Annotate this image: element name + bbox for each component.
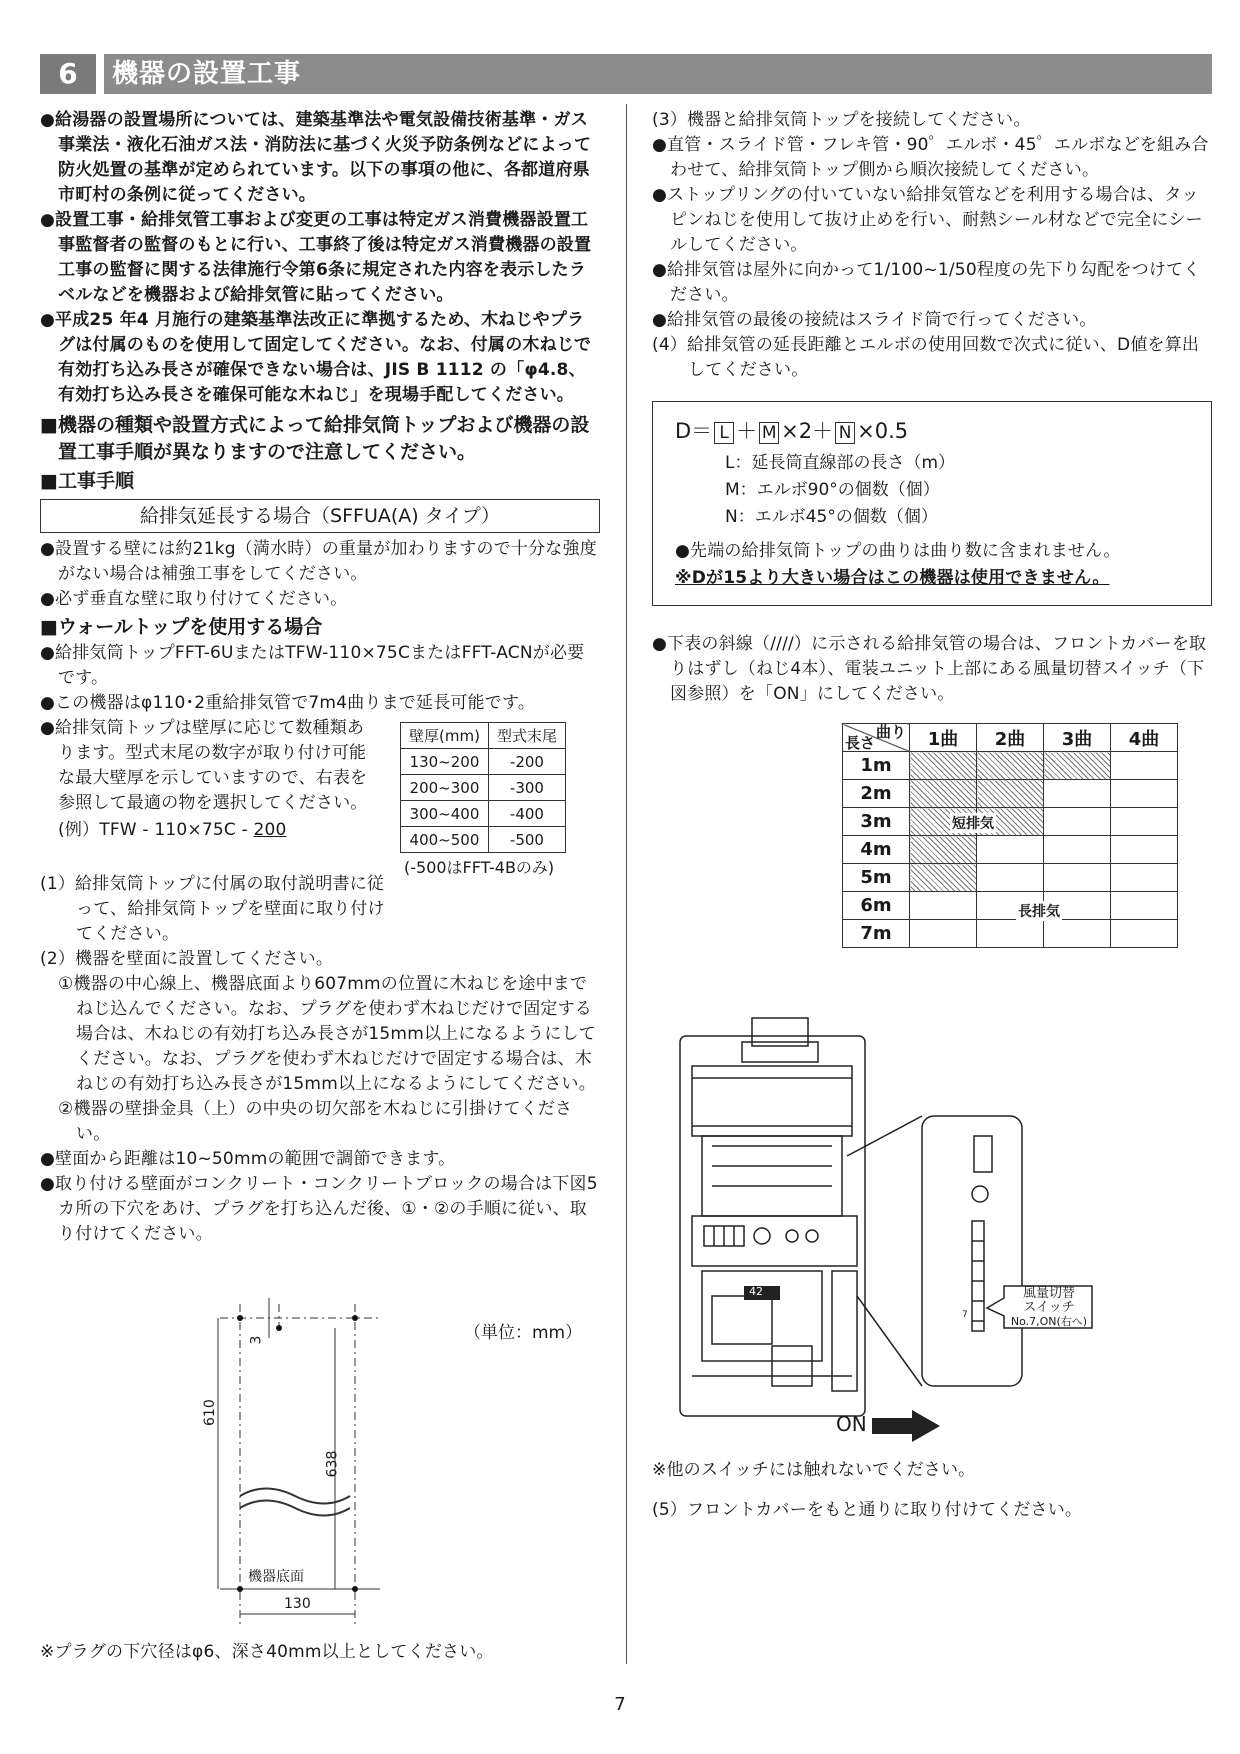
grid-cell-hatched <box>1044 752 1111 780</box>
wt-cell: 200~300 <box>401 775 489 801</box>
grid-cell <box>910 892 977 920</box>
grid-row-label: 6m <box>843 892 910 920</box>
step-3: (3）機器と給排気筒トップを接続してください。 <box>652 110 1031 130</box>
formula-note-2: ※Dが15より大きい場合はこの機器は使用できません。 <box>675 568 1110 588</box>
formula-d: D＝ <box>675 419 713 443</box>
formula-line <box>675 416 1193 446</box>
para-last-connection: ●給排気管の最後の接続はスライド筒で行ってください。 <box>652 310 1097 330</box>
step-5: (5）フロントカバーをもと通りに取り付けてください。 <box>652 1500 1083 1520</box>
wall-thickness-table-wrap <box>400 722 566 878</box>
grid-cell <box>977 920 1044 948</box>
wt-cell: -300 <box>488 775 565 801</box>
grid-col-3: 3曲 <box>1044 724 1111 752</box>
example-suffix: 200 <box>253 820 287 840</box>
para-caution-type: ■機器の種類や設置方式によって給排気筒トップおよび機器の設置工事手順が異なりますので注意してください。 <box>40 414 590 463</box>
formula-definitions <box>675 450 1193 531</box>
wall-table-note: (-500はFFT-4Bのみ) <box>404 858 555 877</box>
step-2a: ①機器の中心線上、機器底面より607mmの位置に木ねじを途中までねじ込んでください。なお、プラグを使わず木ねじだけで固定する場合は、木ねじの有効打ち込み長さが15mm以上になるようにしてください。なお、プラグを使わず木ねじだけで固定する場合は、木ねじの有効打ち込み長さが15mm以上になるようにしてください。 <box>58 974 596 1094</box>
grid-cell <box>1044 808 1111 836</box>
def-l: L：延長筒直線部の長さ（m） <box>725 453 956 473</box>
grid-cell <box>1111 892 1178 920</box>
grid-cell <box>1111 752 1178 780</box>
box-title-sffua: 給排気延長する場合（SFFUA(A) タイプ） <box>40 499 600 533</box>
grid-cell <box>1044 920 1111 948</box>
para-extension: ●この機器はφ110･2重給排気管で7m4曲りまで延長可能です。 <box>40 693 536 713</box>
para-connect-pipes: ●直管・スライド管・フレキ管・90゜エルボ・45゜エルボなどを組み合わせて、給排気筒トップ側から順次接続してください。 <box>652 135 1209 180</box>
label-device-bottom: 機器底面 <box>248 1569 304 1585</box>
water-heater-drawing <box>672 1016 1112 1456</box>
label-long-exhaust: 長排気 <box>1016 901 1062 921</box>
heading-work-procedure: ■工事手順 <box>40 470 134 492</box>
step-2b: ②機器の壁掛金具（上）の中央の切欠部を木ねじに引掛けてください。 <box>58 1099 573 1144</box>
step-4: (4）給排気管の延長距離とエルボの使用回数で次式に従い、D値を算出してください。 <box>652 335 1200 380</box>
dim-130: 130 <box>284 1596 311 1612</box>
switch-label-line3: No.7,ON(右へ) <box>1010 1315 1088 1328</box>
grid-cell-hatched <box>977 780 1044 808</box>
wt-header-suffix: 型式末尾 <box>488 723 565 749</box>
grid-corner <box>843 724 910 752</box>
formula-times05: ×0.5 <box>857 419 909 443</box>
left-column <box>40 108 600 1247</box>
example-prefix: (例）TFW - 110×75C - <box>58 820 254 840</box>
display-readout: 42 <box>749 1285 763 1298</box>
label-short-exhaust: 短排気 <box>950 813 996 833</box>
grid-row-label: 5m <box>843 864 910 892</box>
switch-no-7: 7 <box>962 1310 968 1320</box>
para-airflow-switch: ●下表の斜線（////）に示される給排気管の場合は、フロントカバーを取りはずし（ねじ4本）、電装ユニット上部にある風量切替スイッチ（下図参照）を「ON」にしてください。 <box>652 634 1207 704</box>
right-column <box>652 108 1212 948</box>
grid-cell <box>1111 920 1178 948</box>
note-other-switches: ※他のスイッチには触れないでください。 <box>652 1460 976 1480</box>
grid-cell <box>1111 864 1178 892</box>
formula-times2: ×2＋ <box>781 419 834 443</box>
drilling-diagram <box>180 1296 600 1636</box>
grid-col-2: 2曲 <box>977 724 1044 752</box>
dim-610: 610 <box>202 1399 218 1426</box>
grid-cell-hatched <box>910 836 977 864</box>
grid-cell <box>1111 780 1178 808</box>
column-divider <box>626 104 627 1664</box>
para-wall-weight: ●設置する壁には約21kg（満水時）の重量が加わりますので十分な強度がない場合は補強工事をしてください。 <box>40 539 597 584</box>
step-1: (1）給排気筒トップに付属の取付説明書に従って、給排気筒トップを壁面に取り付けてください。 <box>40 874 385 944</box>
para-installation-work: ●設置工事・給排気管工事および変更の工事は特定ガス消費機器設置工事監督者の監督のもとに行い、工事終了後は特定ガス消費機器の設置工事の監督に関する法律施行令第6条に規定された内容を表示したラベルなどを機器および給排気管に貼ってください。 <box>40 210 592 305</box>
note-plug-hole: ※プラグの下穴径はφ6、深さ40mm以上としてください。 <box>40 1642 494 1662</box>
grid-cell <box>1044 864 1111 892</box>
grid-cell-hatched <box>910 864 977 892</box>
dim-3: 3 <box>248 1335 265 1345</box>
grid-cell <box>977 836 1044 864</box>
wall-thickness-table <box>400 722 566 853</box>
grid-cell <box>1044 780 1111 808</box>
grid-cell <box>910 920 977 948</box>
para-top-types: ●給排気筒トップは壁厚に応じて数種類あります。型式末尾の数字が取り付け可能な最大壁厚を示していますので、右表を参照して最適の物を選択してください。 <box>40 718 368 813</box>
wt-cell: -200 <box>488 749 565 775</box>
airflow-switch-label <box>1006 1287 1092 1329</box>
section-title: 機器の設置工事 <box>112 59 302 89</box>
grid-row-label: 3m <box>843 808 910 836</box>
wt-header-thickness: 壁厚(mm) <box>401 723 489 749</box>
para-vertical-wall: ●必ず垂直な壁に取り付けてください。 <box>40 589 348 609</box>
wt-cell: 400~500 <box>401 827 489 853</box>
grid-row-label: 4m <box>843 836 910 864</box>
para-concrete: ●取り付ける壁面がコンクリート・コンクリートブロックの場合は下図5カ所の下穴をあけ、プラグを打ち込んだ後、①・②の手順に従い、取り付けてください。 <box>40 1174 598 1244</box>
formula-n: N <box>835 422 855 444</box>
heading-wall-top: ■ウォールトップを使用する場合 <box>40 616 323 638</box>
wt-cell: -400 <box>488 801 565 827</box>
formula-box <box>652 401 1212 606</box>
grid-cell-hatched <box>977 752 1044 780</box>
formula-l: L <box>714 422 734 444</box>
corner-length: 長さ <box>845 734 876 752</box>
bend-grid-wrap <box>842 723 1212 948</box>
bend-grid-table <box>842 723 1178 948</box>
switch-label-line1: 風量切替 <box>1022 1286 1075 1301</box>
def-m: M：エルボ90°の個数（個） <box>725 480 940 500</box>
grid-row-label: 7m <box>843 920 910 948</box>
step-2: (2）機器を壁面に設置してください。 <box>40 949 334 969</box>
wt-cell: -500 <box>488 827 565 853</box>
grid-row-label: 2m <box>843 780 910 808</box>
section-number: 6 <box>40 54 104 94</box>
dim-638: 638 <box>324 1450 341 1478</box>
switch-label-line2: スイッチ <box>1023 1300 1075 1315</box>
para-stop-ring: ●ストップリングの付いていない給排気管などを利用する場合は、タッピンねじを使用して抜け止めを行い、耐熱シール材などで完全にシールしてください。 <box>652 185 1203 255</box>
formula-m: M <box>759 422 779 444</box>
section-header <box>40 54 1212 94</box>
drilling-diagram-svg <box>180 1296 600 1636</box>
para-building-law: ●平成25 年4 月施行の建築基準法改正に準拠するため、木ねじやプラグは付属のものを使用して固定してください。なお、付属の木ねじで有効打ち込み長さが確保できない場合は、JIS B 1112 の「φ4.8、有効打ち込み長さを確保可能な木ねじ」を現場手配してください。 <box>40 310 592 405</box>
para-slope: ●給排気管は屋外に向かって1/100~1/50程度の先下り勾配をつけてください。 <box>652 260 1201 305</box>
on-label: ON <box>836 1412 867 1436</box>
grid-cell <box>1111 808 1178 836</box>
para-installation-location: ●給湯器の設置場所については、建築基準法や電気設備技術基準・ガス事業法・液化石油ガス法・消防法に基づく火災予防条例などによって防火処置の基準が定められています。以下の事項の他に、各都道府県市町村の条例に従ってください。 <box>40 110 592 205</box>
formula-plus: ＋ <box>736 419 758 443</box>
grid-cell-hatched <box>910 752 977 780</box>
para-top-required: ●給排気筒トップFFT-6UまたはTFW-110×75CまたはFFT-ACNが必要です。 <box>40 643 585 688</box>
device-illustration <box>672 1016 1112 1456</box>
diagram-unit: （単位：mm） <box>464 1323 583 1343</box>
wt-cell: 130~200 <box>401 749 489 775</box>
wall-thickness-block <box>40 716 600 876</box>
grid-cell <box>977 864 1044 892</box>
formula-note-1: ●先端の給排気筒トップの曲りは曲り数に含まれません。 <box>675 541 1121 561</box>
grid-cell <box>1044 836 1111 864</box>
page-number: 7 <box>614 1694 626 1715</box>
grid-cell <box>1111 836 1178 864</box>
wt-cell: 300~400 <box>401 801 489 827</box>
para-distance: ●壁面から距離は10~50mmの範囲で調節できます。 <box>40 1149 456 1169</box>
grid-col-4: 4曲 <box>1111 724 1178 752</box>
grid-cell-hatched <box>910 780 977 808</box>
corner-bends: 曲り <box>875 723 906 741</box>
grid-col-1: 1曲 <box>910 724 977 752</box>
def-n: N：エルボ45°の個数（個） <box>725 507 938 527</box>
grid-row-label: 1m <box>843 752 910 780</box>
